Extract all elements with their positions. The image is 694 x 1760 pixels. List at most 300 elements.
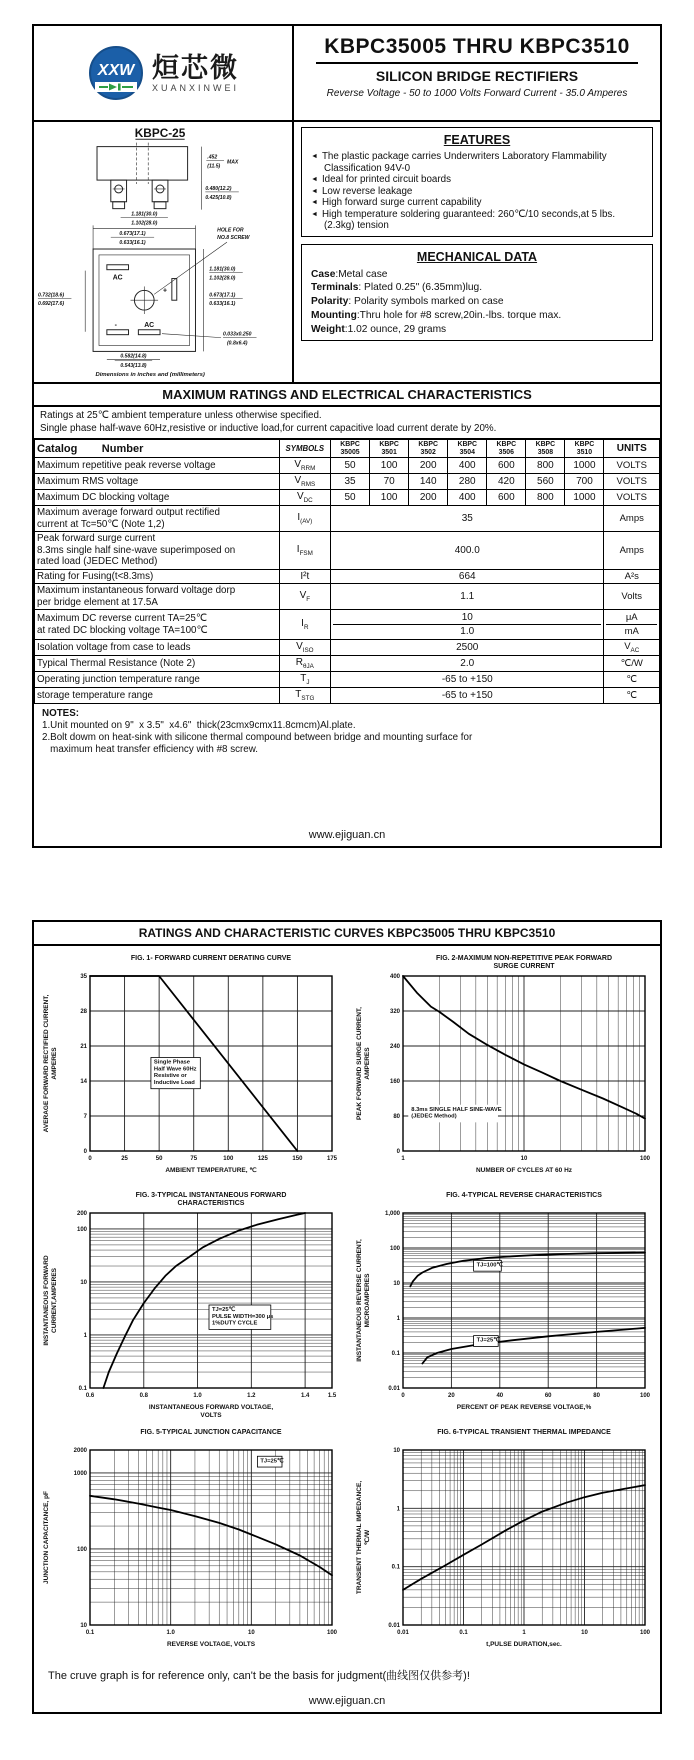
slot-note-top: 0.033x0.250 bbox=[223, 331, 252, 338]
symbol-cell bbox=[279, 532, 330, 570]
svg-text:AMPERES: AMPERES bbox=[363, 1047, 371, 1080]
svg-text:0.8: 0.8 bbox=[139, 1393, 148, 1399]
features-list bbox=[311, 151, 643, 232]
unit-text: μA bbox=[625, 612, 638, 623]
svg-text:1: 1 bbox=[396, 1316, 400, 1322]
value-cell: 50 bbox=[331, 458, 370, 474]
reference-disclaimer: The cruve graph is for reference only, can't be the basis for judgment(曲线图仅供参考)! bbox=[48, 1670, 470, 1682]
slot-note-bottom: (0.8x6.4) bbox=[226, 340, 248, 347]
mechanical-heading: MECHANICAL DATA bbox=[416, 249, 538, 264]
symbol-text: $V_{DC}$ bbox=[296, 491, 313, 504]
svg-text:160: 160 bbox=[389, 1079, 400, 1085]
mechanical-value: :Thru hole for #8 screw,20in.-lbs. torque max. bbox=[356, 309, 562, 321]
svg-text:1: 1 bbox=[83, 1332, 87, 1339]
svg-text:28: 28 bbox=[79, 1009, 87, 1015]
svg-text:20: 20 bbox=[447, 1393, 455, 1399]
svg-text:100: 100 bbox=[639, 1630, 650, 1636]
svg-text:1,000: 1,000 bbox=[384, 1211, 400, 1217]
svg-text:400: 400 bbox=[389, 974, 400, 980]
svg-text:240: 240 bbox=[389, 1044, 400, 1050]
value-cell: 100 bbox=[370, 458, 409, 474]
symbol-cell bbox=[279, 458, 330, 474]
dim-left-top: 0.732(18.6) bbox=[37, 292, 65, 299]
svg-text:0: 0 bbox=[83, 1149, 87, 1155]
catalog-header: Catalog Number bbox=[35, 440, 280, 458]
drawing-caption: Dimensions in inches and (millimeters) bbox=[95, 372, 205, 378]
svg-text:100: 100 bbox=[326, 1630, 337, 1636]
symbol-text: I²t bbox=[300, 570, 310, 582]
notes-heading: NOTES: bbox=[42, 708, 80, 719]
value-cell: 280 bbox=[448, 474, 487, 490]
unit-text: ℃/W bbox=[620, 658, 643, 669]
package-outline-section bbox=[34, 122, 292, 382]
feature-item bbox=[311, 151, 643, 174]
svg-text:t,PULSE DURATION,sec.: t,PULSE DURATION,sec. bbox=[485, 1641, 562, 1648]
dim-max-height-top: .452 bbox=[207, 154, 218, 161]
param-cell: storage temperature range bbox=[35, 688, 280, 704]
unit-text: Volts bbox=[621, 591, 643, 602]
condition-line: Ratings at 25℃ ambient temperature unless otherwise specified. bbox=[40, 410, 322, 421]
unit-cell bbox=[604, 640, 660, 656]
svg-text:100: 100 bbox=[222, 1156, 233, 1162]
device-column-header: KBPC 3502 bbox=[409, 440, 448, 458]
svg-text:0.6: 0.6 bbox=[85, 1393, 94, 1399]
mechanical-list bbox=[311, 268, 643, 337]
mechanical-row bbox=[311, 295, 643, 309]
terminal-plus: + bbox=[162, 287, 167, 295]
units-header: UNITS bbox=[604, 440, 660, 458]
unit-cell bbox=[604, 458, 660, 474]
symbol-cell bbox=[279, 474, 330, 490]
dim-pin-top: 0.480(12.2) bbox=[205, 185, 232, 192]
mechanical-row bbox=[311, 268, 643, 282]
svg-text:FIG. 5-TYPICAL JUNCTION CAPACI: FIG. 5-TYPICAL JUNCTION CAPACITANCE bbox=[139, 1429, 282, 1436]
svg-text:0.1: 0.1 bbox=[85, 1630, 94, 1636]
fig6-chart bbox=[353, 1424, 655, 1661]
dim-bottom-top: 0.582(14.8) bbox=[120, 353, 147, 360]
svg-text:AMBIENT TEMPERATURE, ℃: AMBIENT TEMPERATURE, ℃ bbox=[164, 1167, 257, 1174]
svg-text:INSTANTANEOUS FORWARD: INSTANTANEOUS FORWARD bbox=[42, 1255, 50, 1346]
symbol-cell bbox=[279, 656, 330, 672]
datasheet-page-1 bbox=[32, 24, 662, 848]
svg-text:0: 0 bbox=[87, 1156, 92, 1162]
svg-text:TJ=25℃: TJ=25℃ bbox=[211, 1307, 235, 1313]
svg-text:JUNCTION CAPACITANCE, pF: JUNCTION CAPACITANCE, pF bbox=[42, 1491, 50, 1584]
value-cell: 560 bbox=[526, 474, 565, 490]
svg-text:SURGE CURRENT: SURGE CURRENT bbox=[492, 963, 555, 970]
svg-text:7: 7 bbox=[83, 1114, 87, 1120]
svg-text:TJ=25℃: TJ=25℃ bbox=[259, 1458, 284, 1465]
svg-text:1: 1 bbox=[396, 1506, 400, 1513]
param-cell: Typical Thermal Resistance (Note 2) bbox=[35, 656, 280, 672]
svg-text:1.0: 1.0 bbox=[192, 1393, 202, 1399]
value-cell: 700 bbox=[565, 474, 604, 490]
svg-text:21: 21 bbox=[79, 1044, 87, 1050]
svg-text:0.1: 0.1 bbox=[458, 1630, 468, 1636]
symbols-header: SYMBOLS bbox=[279, 440, 330, 458]
svg-text:CURRENT,AMPERES: CURRENT,AMPERES bbox=[50, 1267, 58, 1334]
svg-text:8.3ms SINGLE HALF SINE-WAVE: 8.3ms SINGLE HALF SINE-WAVE bbox=[410, 1106, 502, 1113]
package-name: KBPC-25 bbox=[134, 125, 186, 140]
unit-text: $V_{AC}$ bbox=[624, 641, 640, 654]
mechanical-label: Weight bbox=[311, 323, 345, 335]
value-cell: 400 bbox=[448, 490, 487, 506]
charts-grid bbox=[34, 946, 660, 1661]
value-cell: 10 1.0 bbox=[331, 610, 604, 640]
mechanical-value: : Polarity symbols marked on case bbox=[348, 296, 504, 308]
svg-text:TJ=25℃: TJ=25℃ bbox=[476, 1337, 500, 1344]
svg-text:175: 175 bbox=[326, 1156, 337, 1162]
param-cell: Maximum repetitive peak reverse voltage bbox=[35, 458, 280, 474]
note-line: 2.Bolt dowm on heat-sink with silicone thermal compound between bridge and mounting surface for bbox=[42, 732, 473, 743]
svg-text:100: 100 bbox=[639, 1156, 650, 1162]
bullet-icon: ◄ bbox=[311, 176, 318, 183]
brand-name-cn: 烜芯微 bbox=[151, 52, 239, 83]
fig1-chart bbox=[40, 950, 342, 1187]
unit-cell bbox=[604, 474, 660, 490]
svg-text:50: 50 bbox=[155, 1156, 162, 1162]
feature-text: High temperature soldering guaranteed: 260℃/10 seconds,at 5 lbs. (2.3kg) tension bbox=[321, 208, 616, 231]
svg-text:PULSE WIDTH=300 μs: PULSE WIDTH=300 μs bbox=[211, 1313, 273, 1320]
dim-right2-top: 0.673(17.1) bbox=[209, 292, 236, 299]
mechanical-row bbox=[311, 323, 643, 337]
symbol-cell bbox=[279, 610, 330, 640]
svg-text:10: 10 bbox=[392, 1448, 400, 1454]
svg-text:0.01: 0.01 bbox=[387, 1386, 400, 1392]
svg-text:PEAK FORWARD SURGE CURRENT,: PEAK FORWARD SURGE CURRENT, bbox=[355, 1007, 363, 1120]
page-subtitle: SILICON BRIDGE RECTIFIERS bbox=[375, 68, 579, 84]
param-cell: Operating junction temperature range bbox=[35, 672, 280, 688]
terminal-minus: - bbox=[114, 321, 117, 329]
mechanical-label: Polarity bbox=[311, 296, 349, 308]
value-cell: 1000 bbox=[565, 490, 604, 506]
value-cell: 35 bbox=[331, 506, 604, 532]
symbol-cell bbox=[279, 688, 330, 704]
fig3-chart bbox=[40, 1187, 342, 1424]
unit-text: ℃ bbox=[626, 690, 638, 701]
svg-text:0: 0 bbox=[400, 1393, 405, 1399]
symbol-text: $T_J$ bbox=[300, 673, 310, 686]
symbol-cell bbox=[279, 569, 330, 584]
svg-text:60: 60 bbox=[544, 1393, 552, 1399]
svg-text:25: 25 bbox=[120, 1156, 128, 1162]
svg-text:100: 100 bbox=[639, 1393, 650, 1399]
fig5-chart bbox=[40, 1424, 342, 1661]
svg-text:0.01: 0.01 bbox=[387, 1623, 400, 1629]
dim-right1-top: 1.181(30.0) bbox=[209, 266, 236, 273]
bullet-icon: ◄ bbox=[311, 153, 318, 160]
unit-text: ℃ bbox=[626, 674, 638, 685]
table-row bbox=[35, 656, 660, 672]
brand-logo bbox=[34, 26, 292, 120]
param-cell: Maximum DC reverse current TA=25℃ at rated DC blocking voltage TA=100℃ bbox=[35, 610, 280, 640]
ratings-table bbox=[34, 439, 660, 704]
value-cell: 2500 bbox=[331, 640, 604, 656]
bullet-icon: ◄ bbox=[311, 210, 318, 218]
features-section bbox=[301, 127, 653, 237]
header bbox=[34, 26, 660, 122]
condition-line: Single phase half-wave 60Hz,resistive or inductive load,for current capacitive load current derate by 20%. bbox=[40, 422, 497, 434]
title-block bbox=[292, 26, 660, 120]
table-row bbox=[35, 490, 660, 506]
svg-text:1%DUTY CYCLE: 1%DUTY CYCLE bbox=[211, 1320, 257, 1327]
svg-text:80: 80 bbox=[592, 1393, 600, 1399]
table-row bbox=[35, 569, 660, 584]
dim-pin-bottom: 0.425(10.8) bbox=[205, 194, 232, 201]
svg-text:0.1: 0.1 bbox=[78, 1386, 87, 1392]
unit-cell bbox=[604, 569, 660, 584]
unit-text: A²s bbox=[624, 570, 639, 582]
svg-text:10: 10 bbox=[247, 1630, 255, 1636]
symbol-text: $I_{(AV)}$ bbox=[297, 512, 313, 525]
value-cell: 1.1 bbox=[331, 584, 604, 610]
svg-text:150: 150 bbox=[291, 1156, 302, 1162]
dim-hole-offset-bottom: 0.633(16.1) bbox=[119, 240, 146, 247]
unit-cell bbox=[604, 610, 660, 640]
feature-item bbox=[311, 174, 643, 186]
unit-cell bbox=[604, 656, 660, 672]
svg-text:TRANSIENT THERMAL IMPEDANCE,: TRANSIENT THERMAL IMPEDANCE, bbox=[355, 1480, 363, 1595]
svg-text:℃/W: ℃/W bbox=[363, 1529, 371, 1546]
unit-text: Amps bbox=[619, 513, 644, 524]
svg-text:FIG. 1- FORWARD CURRENT DERATI: FIG. 1- FORWARD CURRENT DERATING CURVE bbox=[130, 955, 291, 962]
page-title: KBPC35005 THRU KBPC3510 bbox=[324, 35, 630, 58]
bullet-icon: ◄ bbox=[311, 187, 318, 195]
value-cell: 1000 bbox=[565, 458, 604, 474]
unit-text: Amps bbox=[619, 544, 644, 556]
device-column-header: KBPC 3501 bbox=[370, 440, 409, 458]
datasheet-page-2 bbox=[32, 920, 662, 1714]
device-column-header: KBPC 3510 bbox=[565, 440, 604, 458]
svg-text:1: 1 bbox=[400, 1156, 405, 1162]
symbol-cell bbox=[279, 584, 330, 610]
device-column-header: KBPC 3506 bbox=[487, 440, 526, 458]
svg-text:Inductive Load: Inductive Load bbox=[153, 1079, 195, 1086]
param-cell: Peak forward surge current 8.3ms single half sine-wave superimposed on rated load (JEDEC Method) bbox=[35, 532, 280, 570]
mechanical-value: :Metal case bbox=[335, 268, 388, 280]
brand-name-en: XUANXINWEI bbox=[151, 82, 239, 93]
mechanical-value: : Plated 0.25" (6.35mm)lug. bbox=[358, 282, 483, 294]
feature-text: Low reverse leakage bbox=[321, 185, 413, 197]
package-drawing bbox=[34, 122, 290, 378]
svg-text:Resistive or: Resistive or bbox=[153, 1073, 187, 1080]
svg-text:100: 100 bbox=[76, 1546, 87, 1553]
svg-text:AVERAGE FORWARD RECTIFIED CURR: AVERAGE FORWARD RECTIFIED CURRENT, bbox=[42, 994, 50, 1133]
svg-text:FIG. 6-TYPICAL TRANSIENT THERM: FIG. 6-TYPICAL TRANSIENT THERMAL IMPEDANCE bbox=[436, 1429, 611, 1436]
mechanical-label: Case bbox=[311, 268, 336, 280]
symbol-text: $V_F$ bbox=[299, 590, 311, 603]
features-heading: FEATURES bbox=[443, 133, 511, 147]
value-cell: 35 bbox=[331, 474, 370, 490]
unit-text: mA bbox=[624, 626, 639, 637]
value-cell: -65 to +150 bbox=[331, 672, 604, 688]
bullet-icon: ◄ bbox=[311, 199, 318, 206]
svg-text:1.4: 1.4 bbox=[300, 1393, 309, 1399]
fig4-chart bbox=[353, 1187, 655, 1424]
svg-text:125: 125 bbox=[257, 1156, 268, 1162]
svg-text:10: 10 bbox=[79, 1623, 87, 1629]
table-row bbox=[35, 640, 660, 656]
feature-item bbox=[311, 209, 643, 232]
symbol-text: $V_{RMS}$ bbox=[294, 475, 316, 488]
page2-footer-url: www.ejiguan.cn bbox=[308, 1695, 386, 1707]
svg-text:320: 320 bbox=[389, 1009, 400, 1015]
value-cell: -65 to +150 bbox=[331, 688, 604, 704]
unit-cell bbox=[604, 506, 660, 532]
param-cell: Maximum DC blocking voltage bbox=[35, 490, 280, 506]
param-cell: Maximum RMS voltage bbox=[35, 474, 280, 490]
value-cell: 800 bbox=[526, 458, 565, 474]
title-rule bbox=[316, 62, 638, 64]
svg-text:40: 40 bbox=[495, 1393, 503, 1399]
value-cell: 400.0 bbox=[331, 532, 604, 570]
value-cell: 140 bbox=[409, 474, 448, 490]
svg-text:PERCENT OF PEAK REVERSE VOLTAG: PERCENT OF PEAK REVERSE VOLTAGE,% bbox=[456, 1404, 591, 1411]
table-row bbox=[35, 672, 660, 688]
symbol-cell bbox=[279, 490, 330, 506]
svg-text:AMPERES: AMPERES bbox=[50, 1047, 58, 1080]
title-tagline: Reverse Voltage - 50 to 1000 Volts Forward Current - 35.0 Amperes bbox=[326, 88, 628, 99]
device-column-header: KBPC 3504 bbox=[448, 440, 487, 458]
terminal-ac-top: AC bbox=[112, 274, 123, 282]
feature-text: The plastic package carries Underwriters Laboratory Flammability Classification 94V-0 bbox=[321, 151, 607, 174]
unit-text: VOLTS bbox=[616, 476, 647, 487]
svg-text:1.0: 1.0 bbox=[165, 1630, 175, 1636]
dim-max-height-bottom: (11.5) bbox=[207, 163, 221, 170]
symbol-cell bbox=[279, 506, 330, 532]
svg-text:14: 14 bbox=[79, 1079, 87, 1085]
feature-item bbox=[311, 197, 643, 209]
table-header-row bbox=[35, 440, 660, 458]
feature-item bbox=[311, 186, 643, 198]
value-cell: 50 bbox=[331, 490, 370, 506]
value-cell: 100 bbox=[370, 490, 409, 506]
page1-footer-url: www.ejiguan.cn bbox=[308, 829, 386, 841]
device-column-header: KBPC 35005 bbox=[331, 440, 370, 458]
svg-text:0.1: 0.1 bbox=[391, 1351, 400, 1357]
symbol-text: $I_{FSM}$ bbox=[296, 543, 313, 557]
svg-text:10: 10 bbox=[580, 1630, 588, 1636]
ratings-table-body bbox=[35, 458, 660, 704]
svg-text:2000: 2000 bbox=[73, 1448, 87, 1454]
feature-text: Ideal for printed circuit boards bbox=[321, 174, 451, 185]
table-row bbox=[35, 474, 660, 490]
table-row bbox=[35, 458, 660, 474]
logo-monogram: XXW bbox=[97, 62, 135, 79]
svg-text:NUMBER OF CYCLES AT 60 Hz: NUMBER OF CYCLES AT 60 Hz bbox=[475, 1167, 572, 1174]
unit-cell bbox=[604, 584, 660, 610]
symbol-cell bbox=[279, 640, 330, 656]
svg-text:MICROAMPERES: MICROAMPERES bbox=[363, 1273, 371, 1328]
dim-right1-bottom: 1.102(28.0) bbox=[209, 275, 236, 282]
svg-text:(JEDEC Method): (JEDEC Method) bbox=[410, 1113, 457, 1120]
svg-text:0.01: 0.01 bbox=[396, 1630, 409, 1636]
unit-cell bbox=[604, 532, 660, 570]
svg-text:TJ=100℃: TJ=100℃ bbox=[476, 1262, 503, 1269]
value-cell: 600 bbox=[487, 490, 526, 506]
table-row bbox=[35, 506, 660, 532]
mechanical-row bbox=[311, 309, 643, 323]
svg-text:100: 100 bbox=[389, 1246, 400, 1252]
mechanical-value: :1.02 ounce, 29 grams bbox=[344, 323, 447, 335]
value-cell: 2.0 bbox=[331, 656, 604, 672]
dim-hole-offset-top: 0.673(17.1) bbox=[119, 231, 146, 238]
hole-note-line1: HOLE FOR bbox=[217, 227, 244, 234]
svg-text:Half Wave 60Hz: Half Wave 60Hz bbox=[153, 1066, 197, 1073]
svg-text:FIG. 2-MAXIMUM NON-REPETITIVE: FIG. 2-MAXIMUM NON-REPETITIVE PEAK FORWARD bbox=[435, 955, 612, 962]
svg-text:REVERSE VOLTAGE, VOLTS: REVERSE VOLTAGE, VOLTS bbox=[166, 1641, 255, 1648]
mechanical-row bbox=[311, 281, 643, 295]
terminal-ac-bottom: AC bbox=[144, 321, 155, 329]
dim-max-suffix: MAX bbox=[226, 159, 239, 166]
svg-text:INSTANTANEOUS REVERSE CURRENT,: INSTANTANEOUS REVERSE CURRENT, bbox=[355, 1239, 363, 1362]
device-column-header: KBPC 3508 bbox=[526, 440, 565, 458]
value-cell: 70 bbox=[370, 474, 409, 490]
svg-text:Single Phase: Single Phase bbox=[153, 1059, 190, 1066]
param-cell: Maximum instantaneous forward voltage dorp per bridge element at 17.5A bbox=[35, 584, 280, 610]
param-cell: Rating for Fusing(t<8.3ms) bbox=[35, 569, 280, 584]
svg-text:80: 80 bbox=[392, 1114, 400, 1120]
value-cell: 200 bbox=[409, 458, 448, 474]
mechanical-label: Mounting bbox=[311, 309, 357, 321]
param-cell: Maximum average forward output rectified current at Tc=50℃ (Note 1,2) bbox=[35, 506, 280, 532]
svg-text:10: 10 bbox=[520, 1156, 527, 1162]
svg-text:FIG. 4-TYPICAL REVERSE CHARACT: FIG. 4-TYPICAL REVERSE CHARACTERISTICS bbox=[445, 1192, 602, 1199]
svg-text:FIG. 3-TYPICAL INSTANTANEOUS F: FIG. 3-TYPICAL INSTANTANEOUS FORWARD bbox=[135, 1192, 286, 1199]
symbol-cell bbox=[279, 672, 330, 688]
curves-heading: RATINGS AND CHARACTERISTIC CURVES KBPC35005 THRU KBPC3510 bbox=[34, 922, 660, 946]
value-cell: 200 bbox=[409, 490, 448, 506]
unit-cell bbox=[604, 688, 660, 704]
svg-text:VOLTS: VOLTS bbox=[199, 1412, 222, 1419]
unit-text: VOLTS bbox=[616, 460, 647, 471]
value-cell: 800 bbox=[526, 490, 565, 506]
svg-text:10: 10 bbox=[79, 1279, 87, 1286]
svg-text:100: 100 bbox=[76, 1226, 87, 1233]
dim-width-bottom: 1.102(28.0) bbox=[131, 220, 158, 227]
svg-text:35: 35 bbox=[79, 974, 87, 980]
table-row bbox=[35, 610, 660, 640]
dim-left-bottom: 0.692(17.6) bbox=[37, 301, 65, 308]
svg-text:10: 10 bbox=[392, 1281, 400, 1287]
symbol-text: $V_{RRM}$ bbox=[294, 459, 316, 472]
dim-width-top: 1.181(30.0) bbox=[131, 211, 158, 218]
svg-text:1: 1 bbox=[521, 1630, 526, 1636]
symbol-text: $R_{\theta JA}$ bbox=[295, 657, 314, 670]
notes-section bbox=[34, 704, 660, 760]
symbol-text: $T_{STG}$ bbox=[295, 689, 315, 702]
note-line: maximum heat transfer efficiency with #8 screw. bbox=[42, 744, 258, 755]
unit-cell bbox=[604, 490, 660, 506]
logo-mark-icon bbox=[87, 44, 145, 102]
note-line: 1.Unit mounted on 9" x 3.5" x4.6" thick(23cmx9cmx11.8cmcm)Al.plate. bbox=[42, 720, 356, 731]
table-row bbox=[35, 584, 660, 610]
fig2-chart bbox=[353, 950, 655, 1187]
svg-text:1.2: 1.2 bbox=[246, 1393, 256, 1399]
value-cell: 600 bbox=[487, 458, 526, 474]
mechanical-data-section bbox=[301, 244, 653, 342]
table-row bbox=[35, 532, 660, 570]
svg-text:75: 75 bbox=[189, 1156, 197, 1162]
notes-list bbox=[42, 720, 652, 756]
symbol-text: $V_{ISO}$ bbox=[296, 641, 314, 654]
svg-text:1.5: 1.5 bbox=[327, 1393, 336, 1399]
svg-text:1000: 1000 bbox=[73, 1470, 87, 1477]
ratings-heading: MAXIMUM RATINGS AND ELECTRICAL CHARACTERISTICS bbox=[34, 384, 660, 407]
value-cell: 420 bbox=[487, 474, 526, 490]
hole-note-line2: NO.8 SCREW bbox=[217, 235, 250, 242]
svg-text:0.1: 0.1 bbox=[391, 1564, 400, 1571]
